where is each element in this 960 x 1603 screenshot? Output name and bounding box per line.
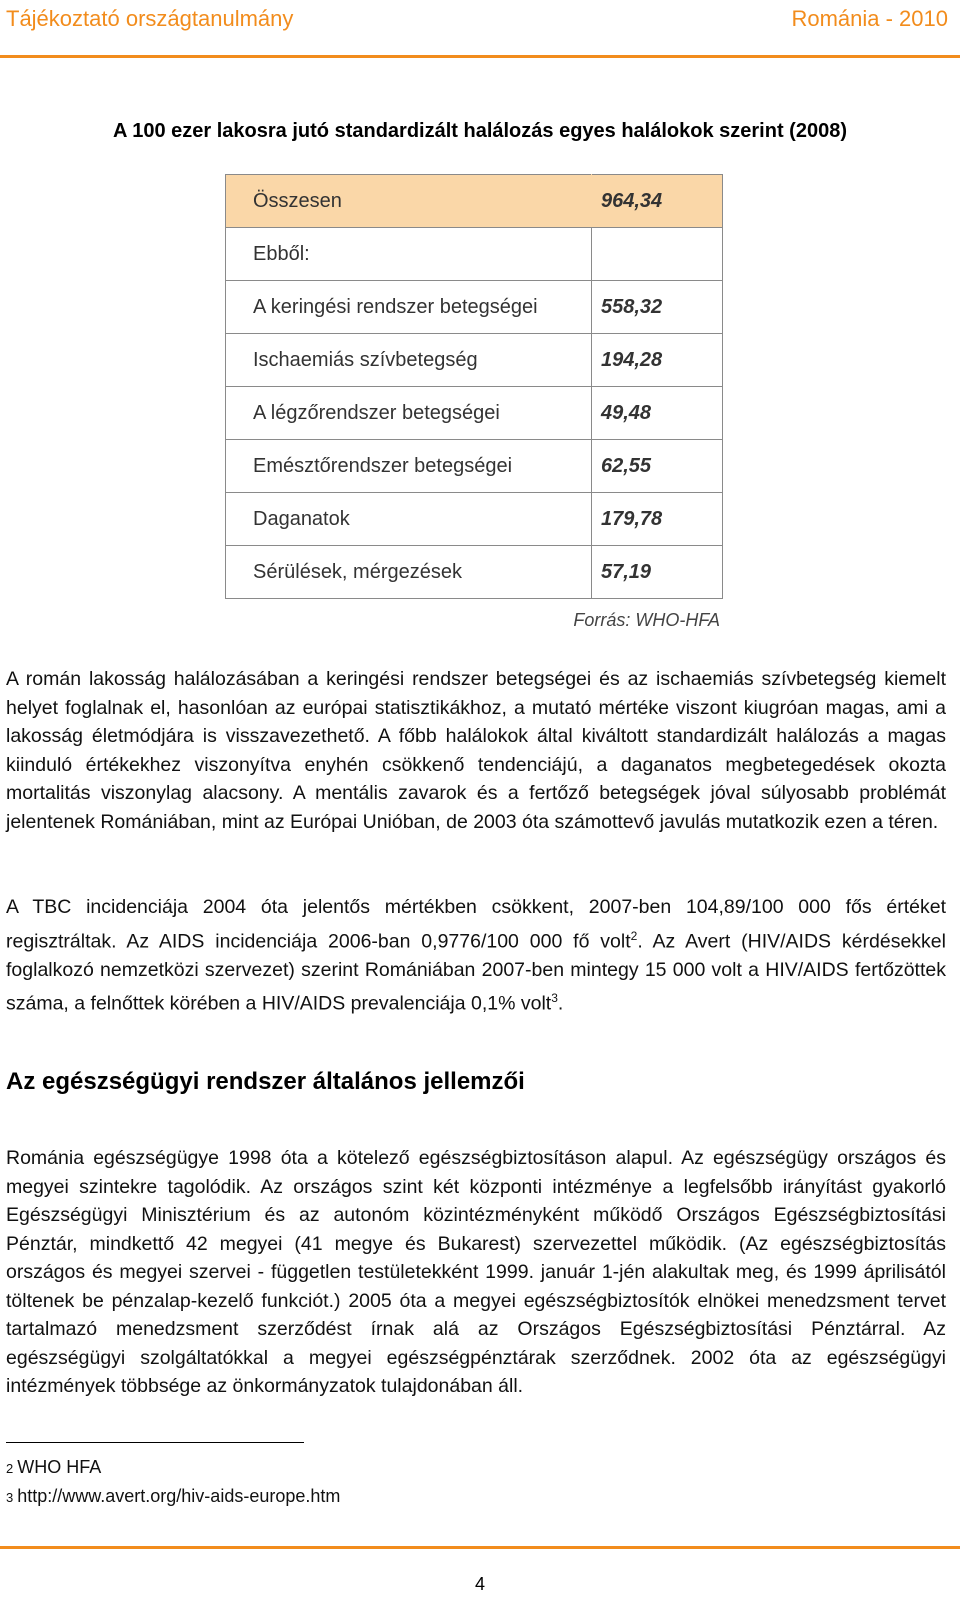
paragraph-tbc-aids-part1: A TBC incidenciája 2004 óta jelentős mértékben csökkent, 2007-ben 104,89/100 000 fős értéket regisztráltak. Az AIDS incidenciája 2006-ban 0,9776/100 000 fő volt [6,896,946,952]
page-header [0,0,960,58]
footnote-3 [6,1486,340,1507]
row-value: 194,28 [592,334,723,387]
row-label: Ebből: [226,228,592,281]
paragraph-tbc-aids [6,893,946,1018]
table-row [226,546,723,599]
paragraph-tbc-aids-part2: . Az Avert (HIV/AIDS kérdésekkel foglalkozó nemzetközi szervezet) szerint Romániában 2007-ben mintegy 15 000 volt a HIV/AIDS fertőzöttek száma, a felnőttek körében a HIV/AIDS prevalenciája 0,1% volt [6,930,946,1015]
table-title: A 100 ezer lakosra jutó standardizált halálozás egyes halálokok szerint (2008) [112,120,847,142]
section-heading: Az egészségügyi rendszer általános jellemzői [6,1068,525,1095]
row-value: 49,48 [592,387,723,440]
row-label: A keringési rendszer betegségei [226,281,592,334]
table-row [226,440,723,493]
mortality-table [225,174,723,599]
row-value: 558,32 [592,281,723,334]
footnote-number: 3 [6,1490,14,1505]
paragraph-health-system: Románia egészségügye 1998 óta a kötelező egészségbiztosításon alapul. Az egészségügy országos és megyei szintekre tagolódik. Az országos szint két központi intézménye a legfelsőbb irányítást gyakorló Egészségügyi Minisztérium és az autonóm közintézményként működő Országos Egészségbiztosítási Pénztár, mindkettő 42 megyei (41 megye és Bukarest) szervezettel működik. (Az egészségbiztosítás országos és megyei szervei - független testületekként 1999. január 1-jén alakultak meg, és 1999 áprilisától töltenek be pénzalap-kezelő funkciót.) 2005 óta a megyei egészségbiztosítók elnökei menedzsment tervet tartalmazó menedzsment szerződést írnak alá az Országos Egészségbiztosítási Pénztárral. Az egészségügyi szolgáltatókkal a megyei egészségpénztárak szerződnek. 2002 óta az egészségügyi intézmények többsége az önkormányzatok tulajdonában áll. [6,1147,946,1397]
table-row [226,228,723,281]
table-row [226,334,723,387]
paragraph-mortality: A román lakosság halálozásában a keringési rendszer betegségei és az ischaemiás szívbetegség kiemelt helyet foglalnak el, hasonlóan az európai statisztikákhoz, a mutató mértéke viszont kiugróan magas, ami a lakosság életmódjára is visszavezethető. A főbb halálokok által kiváltott standardizált halálozás a magas kiinduló értékekhez viszonyítva enyhén csökkenő tendenciájú, a daganatos megbetegedések okozta mortalitás viszonylag alacsony. A mentális zavarok és a fertőző betegségek jóval súlyosabb problémát jelentenek Romániában, mint az Európai Unióban, de 2003 óta számottevő javulás mutatkozik ezen a téren. [6,668,946,833]
table-row [226,281,723,334]
row-label: A légzőrendszer betegségei [226,387,592,440]
table-row [226,387,723,440]
header-country-year: Románia - 2010 [791,6,948,31]
row-value: 62,55 [592,440,723,493]
header-rule [0,55,960,58]
footnote-ref-2[interactable]: 2 [630,928,638,943]
footnote-link[interactable]: http://www.avert.org/hiv-aids-europe.htm [17,1486,341,1506]
footnote-ref-3[interactable]: 3 [551,991,558,1005]
paragraph-tbc-aids-part3: . [557,992,564,1015]
row-value [592,228,723,281]
row-label: Sérülések, mérgezések [226,546,592,599]
row-label: Ischaemiás szívbetegség [226,334,592,387]
footnote-number: 2 [6,1461,14,1476]
page-number: 4 [474,1574,485,1594]
footer-rule [0,1546,960,1549]
row-label: Összesen [226,175,592,228]
table-row [226,493,723,546]
footnote-text: WHO HFA [17,1457,102,1477]
row-value: 57,19 [592,546,723,599]
table-source: Forrás: WHO-HFA [573,610,720,630]
row-label: Emésztőrendszer betegségei [226,440,592,493]
header-title: Tájékoztató országtanulmány [6,6,294,31]
row-value: 179,78 [592,493,723,546]
table-row [226,175,723,228]
row-label: Daganatok [226,493,592,546]
footnote-rule [6,1442,304,1443]
footnote-2 [6,1457,101,1478]
row-value: 964,34 [592,175,723,228]
